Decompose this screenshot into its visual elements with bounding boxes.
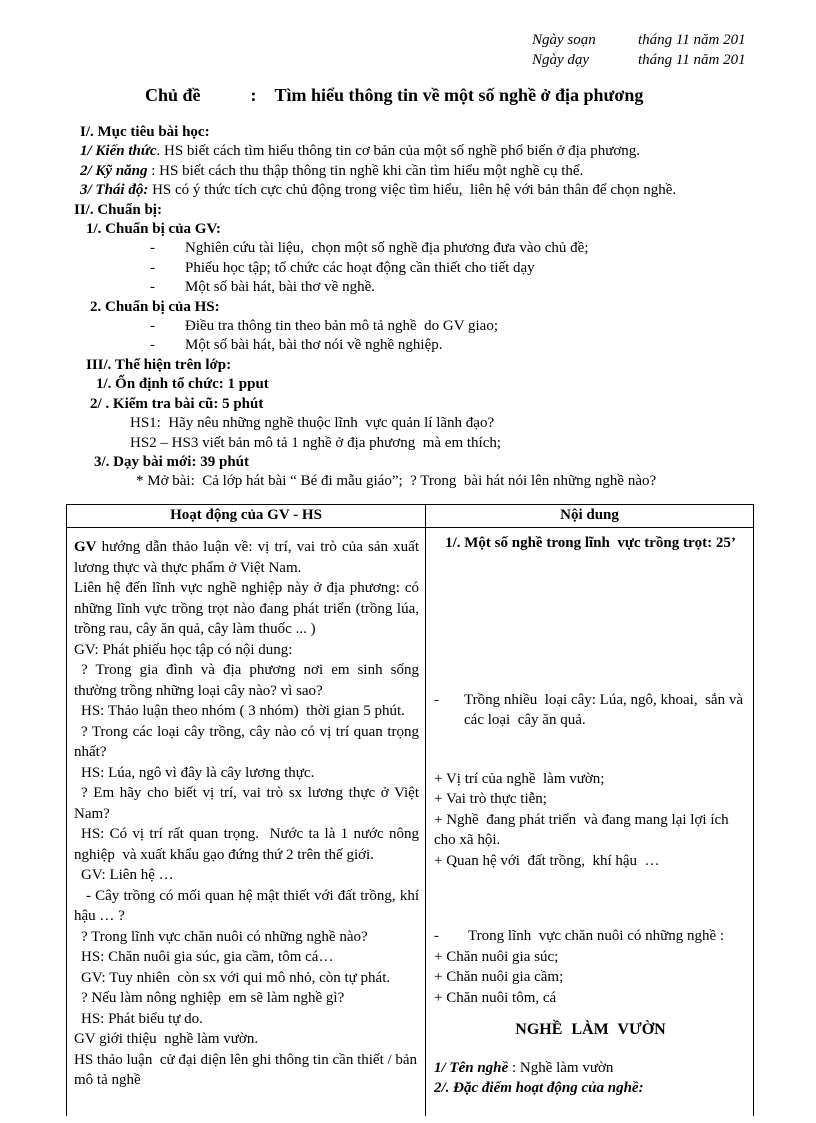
lesson-title-colon: :: [250, 85, 257, 105]
text-segment: 1/. Ổn định tổ chức: 1 pput: [96, 376, 269, 393]
activity-paragraph: [74, 927, 419, 948]
text-segment: GV: Phát phiếu học tập có nội dung:: [74, 641, 293, 658]
intro-line: [66, 395, 754, 414]
content-paragraph: [434, 988, 747, 1009]
text-segment: 3/. Dạy bài mới: 39 phút: [94, 453, 249, 470]
text-segment: 1/ Tên nghề: [434, 1059, 509, 1076]
content-paragraph: [434, 789, 747, 810]
activity-paragraph: [74, 701, 419, 722]
text-segment: GV: Liên hệ …: [81, 867, 174, 884]
text-segment: -: [150, 240, 155, 257]
column-header-content: Nội dung: [560, 506, 619, 523]
text-segment: 2. Chuẩn bị của HS:: [90, 298, 220, 315]
intro-line: [66, 414, 754, 433]
activity-paragraph: [74, 1029, 419, 1050]
intro-line: [66, 434, 754, 453]
date-prepared-label: Ngày soạn: [532, 32, 596, 48]
activity-table-body: [67, 528, 753, 1116]
date-prepared-value: tháng 11 năm 201: [638, 32, 746, 48]
text-segment: II/. Chuẩn bị:: [74, 201, 162, 218]
activity-table-header: [67, 505, 753, 528]
text-segment: GV: [74, 539, 97, 556]
date-header-block: [532, 30, 772, 70]
activity-paragraph: [74, 660, 423, 701]
text-segment: HS: Thảo luận theo nhóm ( 3 nhóm) thời gian 5 phút.: [81, 703, 405, 720]
text-segment: ? Nếu làm nông nghiệp em sẽ làm nghề gì?: [81, 990, 345, 1007]
text-segment: NGHỀ LÀM VƯỜN: [515, 1021, 666, 1039]
text-segment: Phiếu học tập; tổ chức các hoạt động cần thiết cho tiết dạy: [185, 259, 535, 276]
text-segment: + Chăn nuôi gia cầm;: [434, 969, 564, 986]
activity-paragraph: [74, 988, 419, 1009]
text-segment: ? Trong các loại cây trồng, cây nào có vị trí quan trọng nhất?: [74, 723, 423, 761]
text-segment: HS thảo luận cử đại diện lên ghi thông tin cần thiết / bản mô tả nghề: [74, 1051, 421, 1089]
text-segment: : Nghề làm vườn: [508, 1059, 614, 1076]
text-segment: + Nghề đang phát triển và đang mang lại lợi ích cho xã hội.: [434, 811, 733, 849]
text-segment: HS2 – HS3 viết bản mô tả 1 nghề ở địa phương mà em thích;: [130, 434, 502, 451]
intro-line: [66, 239, 754, 258]
text-segment: HS: Có vị trí rất quan trọng. Nước ta là 1 nước nông nghiệp và xuất khẩu gạo đứng thứ 2 trên thế giới.: [74, 826, 423, 863]
text-segment: -: [434, 691, 439, 708]
content-paragraph: [434, 1058, 747, 1079]
activity-paragraph: [74, 763, 419, 784]
activity-paragraph: [74, 865, 419, 886]
text-segment: * Mở bài: Cả lớp hát bài “ Bé đi mẫu giáo”; ? Trong bài hát nói lên những nghề nào?: [136, 473, 657, 490]
content-paragraph: [434, 926, 747, 947]
activity-paragraph: [74, 578, 423, 640]
text-segment: 1/. Một số nghề trong lĩnh vực trồng trọt: 25’: [445, 535, 736, 552]
text-segment: hướng dẫn thảo luận về: vị trí, vai trò của sản xuất lương thực và thực phẩm ở Việt Nam.: [74, 539, 423, 576]
date-taught-label: Ngày dạy: [532, 52, 590, 68]
text-segment: . HS biết cách tìm hiểu thông tin cơ bản của một số nghề phổ biến ở địa phương.: [156, 143, 641, 160]
content-column: [426, 528, 753, 1116]
activity-paragraph: [74, 537, 423, 578]
text-segment: Một số bài hát, bài thơ về nghề.: [185, 279, 375, 296]
intro-line: [66, 356, 754, 375]
intro-line: [66, 298, 754, 317]
text-segment: 3/ Thái độ:: [80, 182, 149, 199]
text-segment: + Quan hệ với đất trồng, khí hậu …: [434, 852, 660, 869]
text-segment: -: [150, 337, 155, 354]
text-segment: HS: Phát biểu tự do.: [81, 1010, 203, 1027]
activity-paragraph: [74, 968, 419, 989]
text-segment: : HS biết cách thu thập thông tin nghề khi cần tìm hiểu một nghề cụ thể.: [147, 162, 584, 179]
intro-line: [66, 336, 754, 355]
intro-line: [66, 123, 754, 142]
text-segment: HS có ý thức tích cực chủ động trong việc tìm hiểu, liên hệ với bản thân để chọn nghề.: [148, 182, 677, 199]
intro-line: [66, 201, 754, 220]
text-segment: + Vai trò thực tiễn;: [434, 791, 547, 808]
intro-line: [66, 317, 754, 336]
text-segment: 2/ Kỹ năng: [80, 162, 148, 179]
date-taught-row: [532, 50, 772, 70]
text-segment: - Cây trồng có mối quan hệ mật thiết với đất trồng, khí hậu … ?: [74, 887, 423, 925]
intro-line: [66, 162, 754, 181]
intro-line: [66, 259, 754, 278]
text-segment: Một số bài hát, bài thơ nói về nghề nghiệp.: [185, 337, 443, 354]
intro-line: [66, 278, 754, 297]
text-segment: -: [434, 928, 439, 945]
text-segment: III/. Thể hiện trên lớp:: [86, 356, 232, 373]
text-segment: + Chăn nuôi tôm, cá: [434, 989, 557, 1006]
activities-column: [67, 528, 426, 1116]
text-segment: I/. Mục tiêu bài học:: [80, 124, 210, 140]
text-segment: + Vị trí của nghề làm vườn;: [434, 770, 605, 787]
text-segment: GV: Tuy nhiên còn sx với qui mô nhỏ, còn tự phát.: [81, 969, 391, 986]
activity-paragraph: [74, 783, 423, 824]
date-prepared-row: [532, 30, 772, 50]
lesson-title-text: Tìm hiểu thông tin về một số nghề ở địa phương: [274, 85, 644, 105]
text-segment: -: [150, 318, 155, 335]
activity-paragraph: [74, 886, 423, 927]
text-segment: HS: Lúa, ngô vì đây là cây lương thực.: [81, 764, 315, 781]
activity-table: [66, 504, 754, 1116]
text-segment: + Chăn nuôi gia súc;: [434, 948, 559, 965]
activity-paragraph: [74, 722, 423, 763]
content-paragraph: [434, 769, 747, 790]
content-paragraph: [434, 810, 747, 851]
content-paragraph: [434, 947, 747, 968]
text-segment: -: [150, 279, 155, 296]
text-segment: -: [150, 259, 155, 276]
intro-line: [66, 472, 754, 491]
text-segment: Điều tra thông tin theo bản mô tả nghề do GV giao;: [185, 318, 499, 335]
intro-line: [66, 181, 754, 200]
intro-line: [66, 142, 754, 161]
date-taught-value: tháng 11 năm 201: [638, 52, 746, 68]
content-paragraph: [434, 967, 747, 988]
text-segment: HS1: Hãy nêu những nghề thuộc lĩnh vực quản lí lãnh đạo?: [130, 415, 495, 432]
lesson-intro-section: [66, 123, 754, 492]
text-segment: ? Trong gia đình và địa phương nơi em sinh sống thường trồng những loại cây nào? vì sao?: [74, 662, 423, 699]
activity-paragraph: [74, 1009, 419, 1030]
text-segment: Liên hệ đến lĩnh vực nghề nghiệp này ở địa phương: có những lĩnh vực trồng trọt nào đang phát triển (trồng lúa, trồng rau, cây ăn quả, cây làm thuốc ... ): [74, 580, 423, 638]
lesson-title: [66, 83, 754, 107]
text-segment: 1/ Kiến thức: [80, 143, 157, 160]
content-paragraph: [434, 1020, 747, 1041]
text-segment: Trong lĩnh vực chăn nuôi có những nghề :: [468, 928, 725, 945]
text-segment: 2/ . Kiểm tra bài cũ: 5 phút: [90, 395, 264, 412]
text-segment: 1/. Chuẩn bị của GV:: [86, 221, 221, 238]
intro-line: [66, 375, 754, 394]
text-segment: ? Em hãy cho biết vị trí, vai trò sx lương thực ở Việt Nam?: [74, 785, 423, 822]
intro-line: [66, 453, 754, 472]
content-paragraph: [434, 690, 747, 731]
intro-line: [66, 220, 754, 239]
text-segment: ? Trong lĩnh vực chăn nuôi có những nghề nào?: [81, 928, 368, 945]
content-paragraph: [434, 533, 747, 554]
content-paragraph: [434, 1078, 747, 1099]
text-segment: HS: Chăn nuôi gia súc, gia cầm, tôm cá…: [81, 949, 334, 966]
content-paragraph: [434, 851, 747, 872]
text-segment: 2/. Đặc điểm hoạt động của nghề:: [434, 1080, 644, 1097]
text-segment: GV giới thiệu nghề làm vườn.: [74, 1031, 259, 1048]
text-segment: Trồng nhiều loại cây: Lúa, ngô, khoai, sắn và các loại cây ăn quả.: [464, 691, 747, 729]
lesson-title-label: Chủ đề: [145, 85, 201, 105]
activity-paragraph: [74, 824, 423, 865]
text-segment: Nghiên cứu tài liệu, chọn một số nghề địa phương đưa vào chủ đề;: [185, 240, 589, 257]
activity-paragraph: [74, 1050, 419, 1091]
activity-paragraph: [74, 947, 419, 968]
column-header-activities: Hoạt động của GV - HS: [67, 505, 426, 527]
activity-paragraph: [74, 640, 419, 661]
